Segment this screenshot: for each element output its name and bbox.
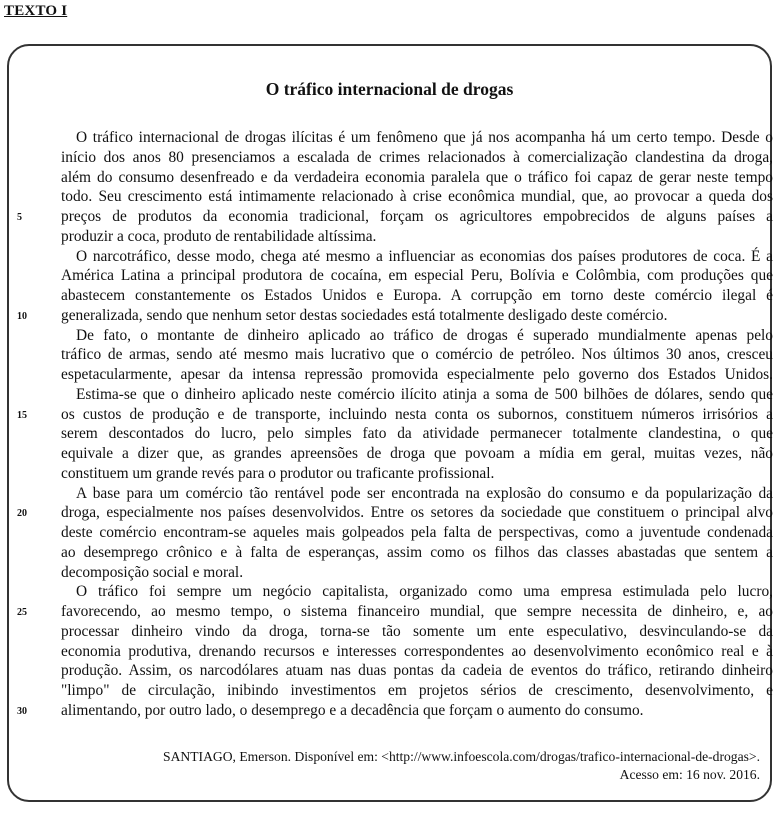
text-label: TEXTO I [4, 3, 68, 19]
text-line: equivale a dizer que, as grandes apreensões de droga que povoam a mídia em geral, muitas vezes, não [61, 445, 773, 462]
text-line: alimentando, por outro lado, o desemprego e a decadência que forçam o aumento do consumo. [61, 701, 644, 719]
text-line: favorecendo, ao mesmo tempo, o sistema financeiro mundial, que sempre necessita de dinheiro, e, ao [61, 603, 773, 620]
text-line: constituem um grande revés para o produtor ou traficante profissional. [61, 464, 495, 482]
text-line: além do consumo desenfreado e da verdadeira economia paralela que o tráfico foi capaz de gerar neste tempo [61, 168, 773, 186]
text-line: ao desemprego crônico e à falta de esperanças, assim como os filhos das classes abastadas que sentem a [61, 543, 773, 561]
line-number: 5 [17, 212, 22, 223]
text-line: abastecem constantemente os Estados Unidos e Europa. A corrupção em torno deste comércio ilegal é [61, 287, 773, 304]
text-line: O tráfico foi sempre um negócio capitalista, organizado como uma empresa estimulada pelo lucro, [76, 583, 773, 601]
text-line: preços de produtos da economia tradicional, forçam os agricultores empobrecidos de alguns países a [61, 208, 773, 225]
text-line: economia produtiva, drenando recursos e interesses correspondentes ao desenvolvimento econômico real e à [61, 642, 773, 660]
line-number: 25 [17, 607, 27, 618]
text-line: O narcotráfico, desse modo, chega até mesmo a influenciar as economias dos países produtores de coca. É a [76, 247, 773, 265]
text-line: droga, especialmente nos países desenvolvidos. Entre os setores da sociedade que constituem o principal alvo [61, 504, 773, 522]
text-line: tráfico de armas, sendo até mesmo mais lucrativo que o comércio de petróleo. Nos últimos 30 anos, cresceu [61, 346, 773, 364]
line-number: 10 [17, 310, 27, 322]
access-date: Acesso em: 16 nov. 2016. [619, 767, 760, 782]
text-title: O tráfico internacional de drogas [265, 79, 514, 99]
text-line: produção. Assim, os narcodólares atuam nas duas pontas da cadeia de eventos do tráfico, retirando dinheiro [61, 662, 773, 680]
text-line: "limpo" de circulação, inibindo investimentos em projetos sérios de crescimento, desenvolvimento, e [61, 682, 773, 699]
text-line: início dos anos 80 presenciamos a escalada de crimes relacionados à comercialização clandestina da droga, [61, 148, 773, 166]
text-line: serem descontados do lucro, pelo simples fato da atividade permanecer totalmente clandestina, o que [61, 425, 773, 443]
text-line: todo. Seu crescimento está intimamente relacionado à crise econômica mundial, que, ao provocar a queda dos [61, 188, 773, 206]
text-line: generalizada, sendo que nenhum setor destas sociedades está totalmente desligado deste comércio. [61, 306, 668, 324]
text-line: O tráfico internacional de drogas ilícitas é um fenômeno que já nos acompanha há um certo tempo. Desde o [76, 129, 773, 146]
line-number: 15 [17, 409, 27, 421]
line-number: 30 [17, 705, 27, 717]
text-line: espetacularmente, apesar da intensa repressão promovida especialmente pelo governo dos Estados Unidos. [61, 366, 773, 383]
text-line: América Latina a principal produtora de cocaína, em especial Peru, Bolívia e Colômbia, com produções que [61, 267, 773, 285]
text-frame [7, 44, 772, 802]
source-citation: SANTIAGO, Emerson. Disponível em: <http://www.infoescola.com/drogas/trafico-internacional-de-drogas>. [163, 749, 760, 764]
text-line: produzir a coca, produto de rentabilidade altíssima. [61, 227, 377, 245]
text-line: De fato, o montante de dinheiro aplicado ao tráfico de drogas é superado mundialmente apenas pelo [76, 326, 773, 344]
text-line: processar dinheiro vindo da droga, torna-se tão somente um ente especulativo, desvinculando-se da [61, 622, 773, 640]
text-line: Estima-se que o dinheiro aplicado neste comércio ilícito atinja a soma de 500 bilhões de dólares, sendo que [76, 385, 773, 403]
text-line: os custos de produção e de transporte, incluindo nesta conta os subornos, constituem números irrisórios a [61, 405, 773, 423]
line-number: 20 [17, 508, 27, 520]
text-line: decomposição social e moral. [61, 563, 244, 581]
text-line: A base para um comércio tão rentável pode ser encontrada na explosão do consumo e da popularização da [76, 484, 773, 502]
text-line: deste comércio encontram-se aqueles mais golpeados pela falta de perspectivas, como a juventude condenada [61, 524, 773, 541]
